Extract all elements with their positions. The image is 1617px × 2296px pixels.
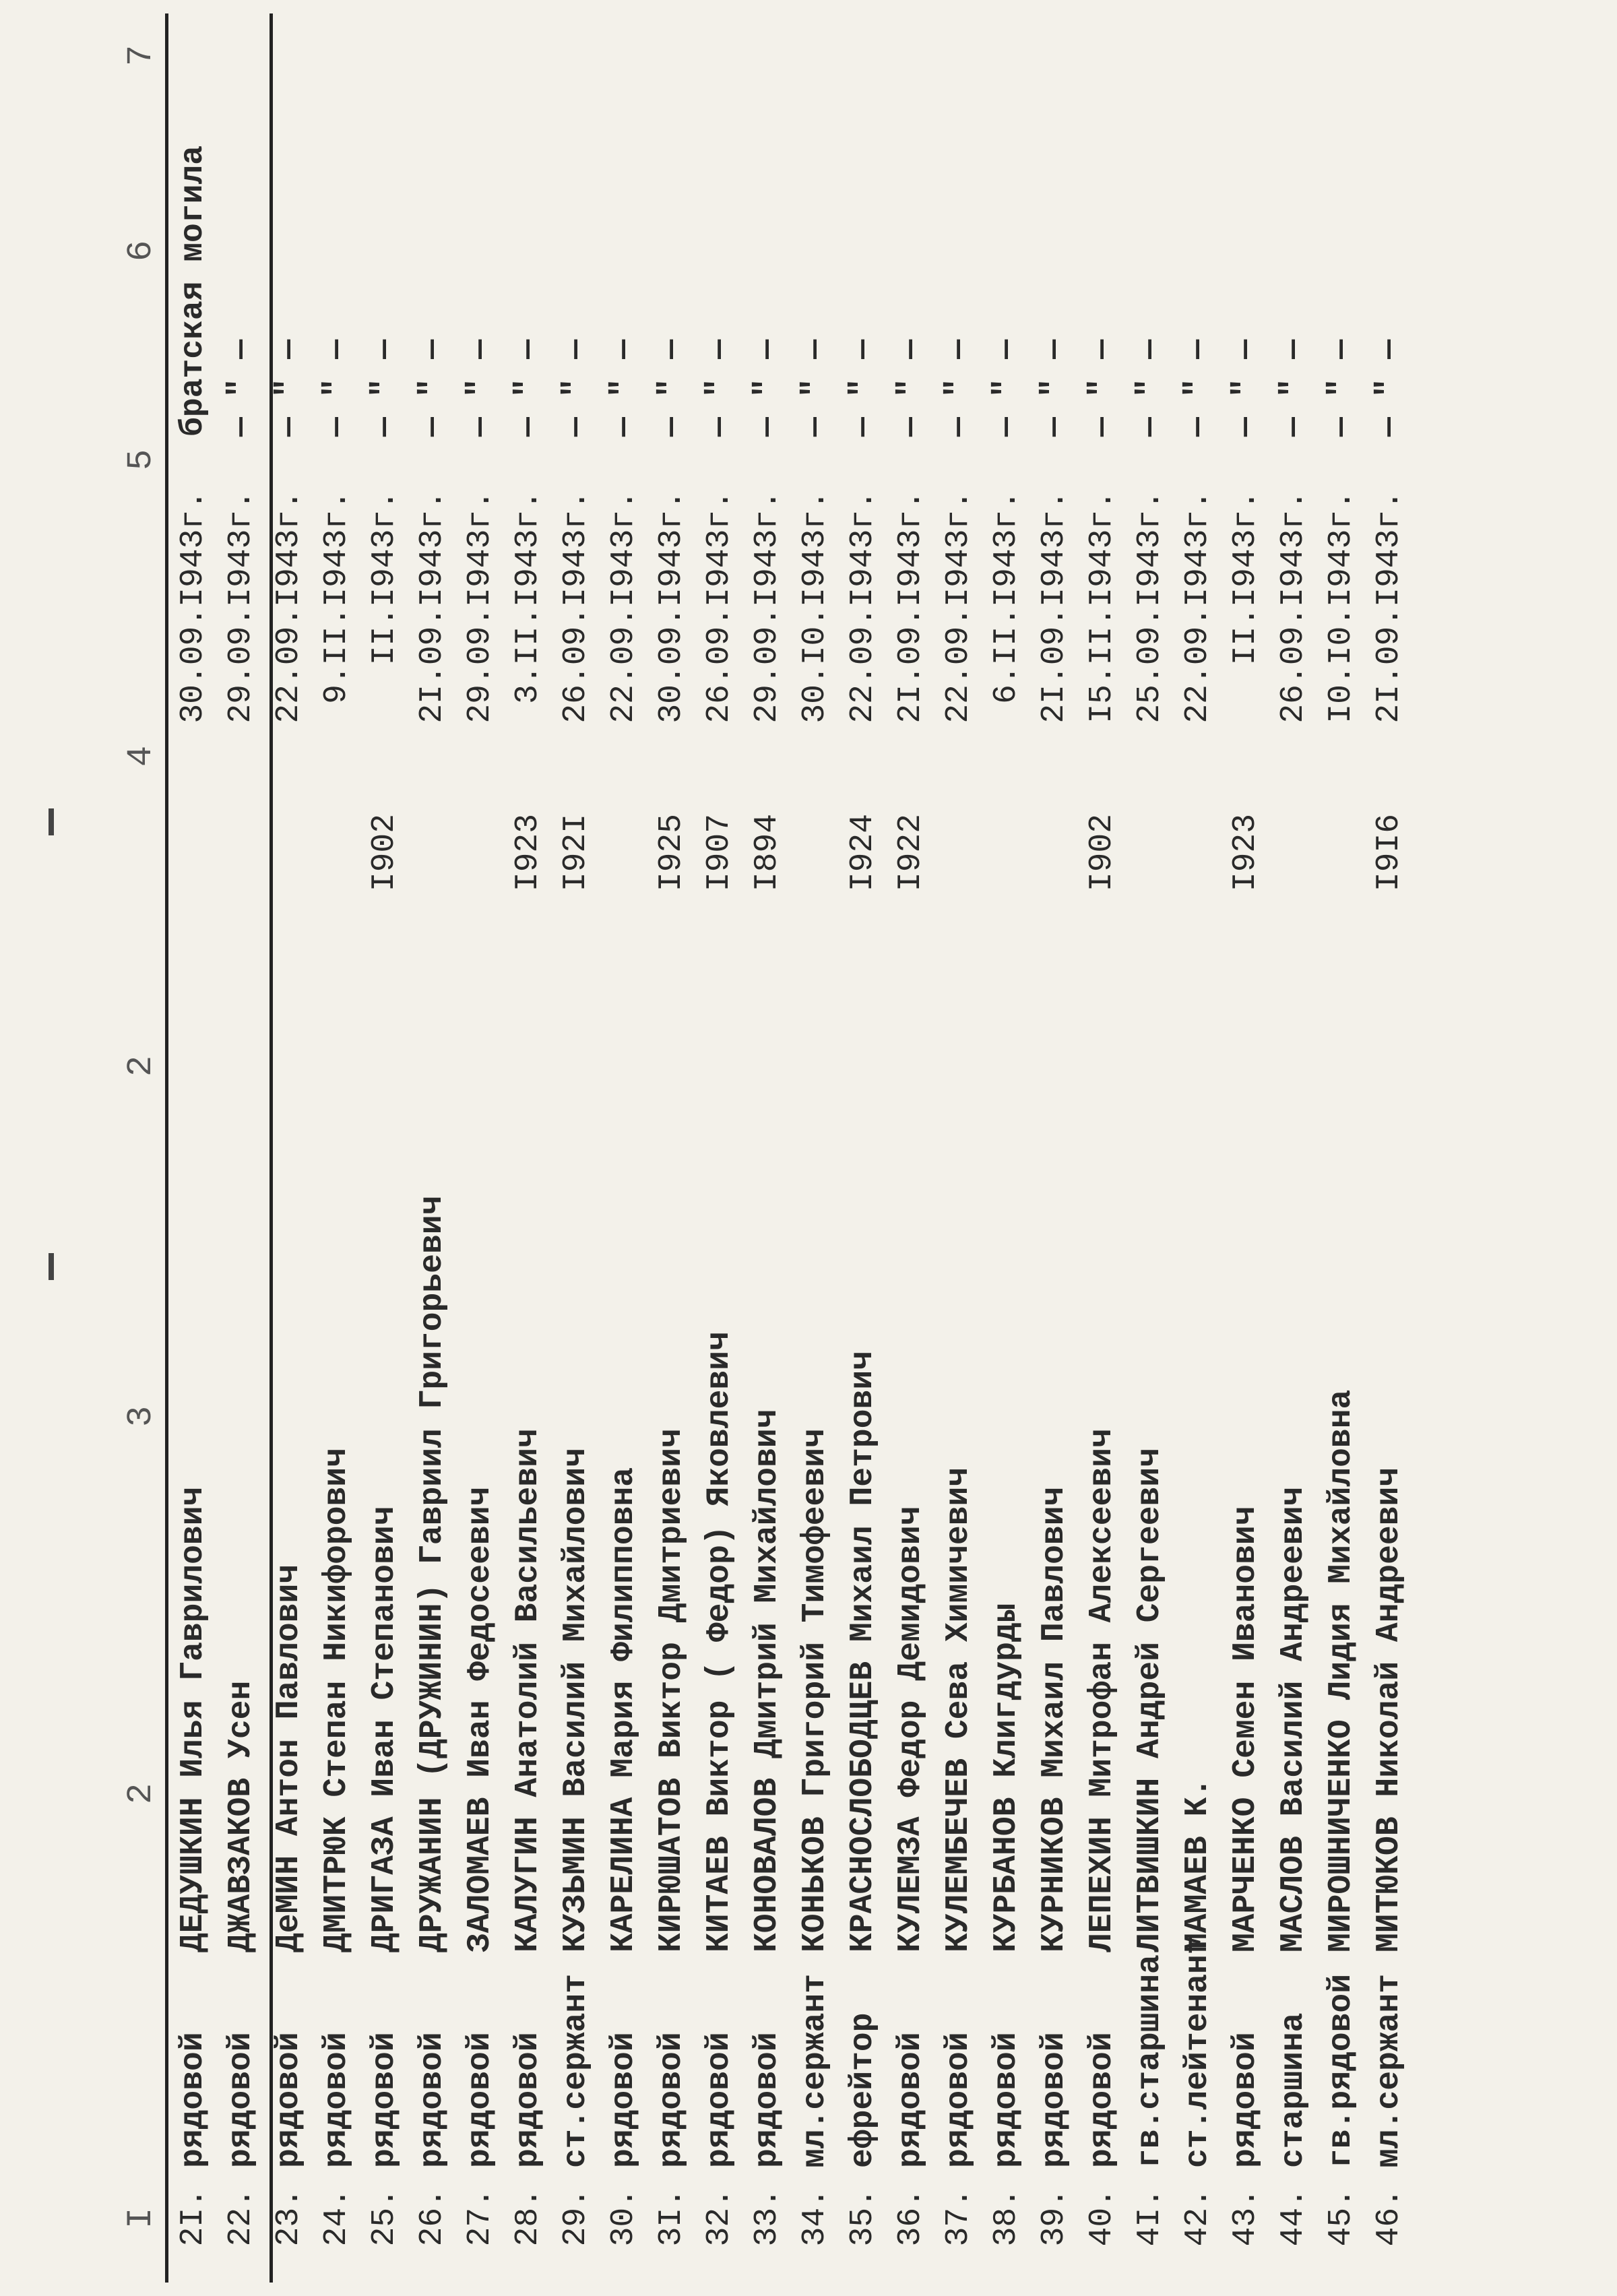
table-row xyxy=(797,0,846,2296)
cell-place: — " — xyxy=(701,339,738,437)
cell-date: 2I.09.I943г. xyxy=(414,490,451,724)
cell-name: КУРНИКОВ Михаил Павлович xyxy=(1036,1486,1073,1952)
cell-date: 30.09.I943г. xyxy=(654,490,690,724)
cell-place: — " — xyxy=(1228,339,1264,437)
cell-date: 29.09.I943г. xyxy=(749,490,786,724)
cell-rank: рядовой xyxy=(701,2032,738,2168)
cell-rank: рядовой xyxy=(606,2032,642,2168)
cell-name: МАМАЕВ К. xyxy=(1180,1777,1216,1952)
table-row xyxy=(1132,0,1180,2296)
cell-place: — " — xyxy=(1371,339,1407,437)
table-row xyxy=(749,0,798,2296)
cell-rank: рядовой xyxy=(175,2032,212,2168)
table-row xyxy=(845,0,893,2296)
cell-num: 3I. xyxy=(654,2188,690,2247)
cell-date: 2I.09.I943г. xyxy=(1371,490,1407,724)
cell-name: ЗАЛОМАЕВ Иван Федосеевич xyxy=(462,1486,499,1952)
table-row xyxy=(1036,0,1085,2296)
cell-name: КАЛУГИН Анатолий Васильевич xyxy=(510,1428,546,1952)
cell-rank: рядовой xyxy=(1036,2032,1073,2168)
cell-name: ЛИТВИШКИН Андрей Сергеевич xyxy=(1132,1448,1168,1952)
table-row xyxy=(893,0,941,2296)
cell-year: I902 xyxy=(367,814,403,892)
cell-year: I894 xyxy=(749,814,786,892)
cell-date: 22.09.I943г. xyxy=(1180,490,1216,724)
cell-rank: ст.сержант xyxy=(558,1973,594,2168)
cell-place: — " — xyxy=(1084,339,1120,437)
cell-place: — " — xyxy=(462,339,499,437)
cell-place: — " — xyxy=(558,339,594,437)
column-number: 2 xyxy=(121,1783,161,1804)
cell-name: КУЛЕМБЕЧЕВ Сева Химичевич xyxy=(941,1467,977,1952)
cell-name: МИТЮКОВ Николай Андреевич xyxy=(1371,1467,1407,1952)
table-row xyxy=(175,0,224,2296)
cell-date: 30.09.I943г. xyxy=(175,490,212,724)
cell-name: КУЛЕМЗА Федор Демидович xyxy=(893,1506,929,1952)
cell-place: — " — xyxy=(893,339,929,437)
column-number: 6 xyxy=(121,240,161,261)
cell-date: 22.09.I943г. xyxy=(845,490,881,724)
table-row xyxy=(988,0,1037,2296)
cell-place: — " — xyxy=(271,339,307,437)
cell-name: КОНЬКОВ Григорий Тимофеевич xyxy=(797,1428,833,1952)
cell-num: 42. xyxy=(1180,2188,1216,2247)
cell-name: ДЖАВЗАКОВ Усен xyxy=(223,1680,259,1952)
cell-num: 34. xyxy=(797,2188,833,2247)
cell-date: II.I943г. xyxy=(1228,490,1264,666)
cell-num: 40. xyxy=(1084,2188,1120,2247)
column-number: 4 xyxy=(121,745,161,767)
cell-date: 2I.09.I943г. xyxy=(1036,490,1073,724)
cell-rank: рядовой xyxy=(367,2032,403,2168)
cell-name: МАСЛОВ Василий Андреевич xyxy=(1275,1486,1312,1952)
cell-num: 46. xyxy=(1371,2188,1407,2247)
table-row xyxy=(558,0,606,2296)
cell-name: МАРЧЕНКО Семен Иванович xyxy=(1228,1506,1264,1952)
table-row xyxy=(606,0,654,2296)
cell-place: — " — xyxy=(797,339,833,437)
cell-name: КИРЮШАТОВ Виктор Дмитриевич xyxy=(654,1428,690,1952)
column-number: 2 xyxy=(121,1055,161,1077)
table-row xyxy=(271,0,319,2296)
cell-num: 27. xyxy=(462,2188,499,2247)
cell-date: 29.09.I943г. xyxy=(462,490,499,724)
cell-name: МИРОШНИЧЕНКО Лидия Михайловна xyxy=(1323,1389,1360,1952)
cell-date: 26.09.I943г. xyxy=(701,490,738,724)
cell-place: — " — xyxy=(510,339,546,437)
cell-rank: гв.рядовой xyxy=(1323,1973,1360,2168)
cell-place: — " — xyxy=(1323,339,1360,437)
table-row xyxy=(1228,0,1276,2296)
table-row xyxy=(367,0,415,2296)
cell-rank: мл.сержант xyxy=(797,1973,833,2168)
table-row xyxy=(510,0,559,2296)
column-number-header xyxy=(121,0,175,2296)
cell-year: I907 xyxy=(701,814,738,892)
cell-date: 22.09.I943г. xyxy=(606,490,642,724)
cell-place: — " — xyxy=(654,339,690,437)
cell-place: — " — xyxy=(606,339,642,437)
cell-date: 2I.09.I943г. xyxy=(893,490,929,724)
cell-year: I902 xyxy=(1084,814,1120,892)
cell-name: ДЕДУШКИН Илья Гаврилович xyxy=(175,1486,212,1952)
cell-date: 3.II.I943г. xyxy=(510,490,546,704)
cell-rank: рядовой xyxy=(271,2032,307,2168)
cell-year: I923 xyxy=(1228,814,1264,892)
cell-rank: рядовой xyxy=(1084,2032,1120,2168)
cell-num: 36. xyxy=(893,2188,929,2247)
cell-place: — " — xyxy=(988,339,1025,437)
cell-rank: рядовой xyxy=(941,2032,977,2168)
table-row xyxy=(223,0,272,2296)
cell-place: — " — xyxy=(319,339,355,437)
cell-rank: мл.сержант xyxy=(1371,1973,1407,2168)
cell-date: 25.09.I943г. xyxy=(1132,490,1168,724)
cell-place: — " — xyxy=(1036,339,1073,437)
cell-year: I924 xyxy=(845,814,881,892)
cell-place: — " — xyxy=(845,339,881,437)
cell-num: 26. xyxy=(414,2188,451,2247)
cell-place: — " — xyxy=(414,339,451,437)
cell-place: — " — xyxy=(1275,339,1312,437)
cell-rank: ефрейтор xyxy=(845,2012,881,2168)
cell-date: 30.I0.I943г. xyxy=(797,490,833,724)
cell-name: ДРИГАЗА Иван Степанович xyxy=(367,1506,403,1952)
cell-place: — " — xyxy=(223,339,259,437)
cell-num: 29. xyxy=(558,2188,594,2247)
cell-date: 22.09.I943г. xyxy=(941,490,977,724)
column-number: 7 xyxy=(121,44,161,66)
table-row xyxy=(1323,0,1372,2296)
cell-date: 29.09.I943г. xyxy=(223,490,259,724)
cell-name: КРАСНОСЛОБОДЦЕВ Михаил Петрович xyxy=(845,1351,881,1952)
cell-date: II.I943г. xyxy=(367,490,403,666)
table-row xyxy=(941,0,989,2296)
cell-year: I92I xyxy=(558,814,594,892)
cell-rank: ст.лейтенант xyxy=(1180,1935,1216,2168)
cell-date: 6.II.I943г. xyxy=(988,490,1025,704)
cell-num: 35. xyxy=(845,2188,881,2247)
table-row xyxy=(701,0,750,2296)
cell-place: братская могила xyxy=(175,145,212,437)
table-row xyxy=(462,0,511,2296)
cell-rank: рядовой xyxy=(988,2032,1025,2168)
cell-place: — " — xyxy=(941,339,977,437)
cell-num: 45. xyxy=(1323,2188,1360,2247)
cell-num: 24. xyxy=(319,2188,355,2247)
cell-year: I922 xyxy=(893,814,929,892)
cell-name: КАРЕЛИНА Мария Филипповна xyxy=(606,1467,642,1952)
cell-year: I923 xyxy=(510,814,546,892)
cell-rank: рядовой xyxy=(414,2032,451,2168)
cell-date: I5.II.I943г. xyxy=(1084,490,1120,724)
table-row xyxy=(1371,0,1420,2296)
cell-date: 9.II.I943г. xyxy=(319,490,355,704)
cell-rank: гв.старшина xyxy=(1132,1954,1168,2168)
cell-name: КИТАЕВ Виктор ( Федор) Яковлевич xyxy=(701,1331,738,1952)
cell-rank: рядовой xyxy=(1228,2032,1264,2168)
cell-place: — " — xyxy=(367,339,403,437)
cell-num: 32. xyxy=(701,2188,738,2247)
cell-name: ЛЕПЕХИН Митрофан Алексеевич xyxy=(1084,1428,1120,1952)
cell-date: 22.09.I943г. xyxy=(271,490,307,724)
cell-name: КУЗЬМИН Василий Михайлович xyxy=(558,1448,594,1952)
column-number: I xyxy=(121,2207,161,2229)
column-number: 5 xyxy=(121,449,161,470)
cell-place: — " — xyxy=(749,339,786,437)
cell-rank: рядовой xyxy=(749,2032,786,2168)
cell-name: КУРБАНОВ Клигдурды xyxy=(988,1603,1025,1952)
cell-num: 43. xyxy=(1228,2188,1264,2247)
cell-num: 2I. xyxy=(175,2188,212,2247)
cell-num: 37. xyxy=(941,2188,977,2247)
cell-num: 44. xyxy=(1275,2188,1312,2247)
cell-date: 26.09.I943г. xyxy=(558,490,594,724)
cell-year: I9I6 xyxy=(1371,814,1407,892)
cell-rank: рядовой xyxy=(319,2032,355,2168)
cell-year: I925 xyxy=(654,814,690,892)
cell-num: 22. xyxy=(223,2188,259,2247)
cell-name: ДеМИН Антон Павлович xyxy=(271,1564,307,1952)
cell-num: 25. xyxy=(367,2188,403,2247)
cell-rank: рядовой xyxy=(223,2032,259,2168)
table-row xyxy=(319,0,367,2296)
cell-rank: рядовой xyxy=(510,2032,546,2168)
cell-rank: рядовой xyxy=(893,2032,929,2168)
cell-num: 28. xyxy=(510,2188,546,2247)
table-row xyxy=(1180,0,1228,2296)
cell-num: 23. xyxy=(271,2188,307,2247)
cell-rank: рядовой xyxy=(654,2032,690,2168)
table-row xyxy=(1275,0,1324,2296)
table-row xyxy=(654,0,702,2296)
cell-num: 39. xyxy=(1036,2188,1073,2247)
table-row xyxy=(1084,0,1133,2296)
cell-num: 30. xyxy=(606,2188,642,2247)
table-row xyxy=(414,0,463,2296)
cell-place: — " — xyxy=(1132,339,1168,437)
cell-name: ДМИТРЮК Степан Никифорович xyxy=(319,1448,355,1952)
column-number: 3 xyxy=(121,1405,161,1427)
cell-num: 33. xyxy=(749,2188,786,2247)
cell-place: — " — xyxy=(1180,339,1216,437)
cell-rank: старшина xyxy=(1275,2012,1312,2168)
cell-num: 4I. xyxy=(1132,2188,1168,2247)
cell-name: ДРУЖАНИН (ДРУЖИНИН) Гавриил Григорьевич xyxy=(414,1195,451,1952)
cell-date: 26.09.I943г. xyxy=(1275,490,1312,724)
cell-name: КОНОВАЛОВ Дмитрий Михайлович xyxy=(749,1409,786,1952)
cell-date: I0.I0.I943г. xyxy=(1323,490,1360,724)
cell-rank: рядовой xyxy=(462,2032,499,2168)
cell-num: 38. xyxy=(988,2188,1025,2247)
